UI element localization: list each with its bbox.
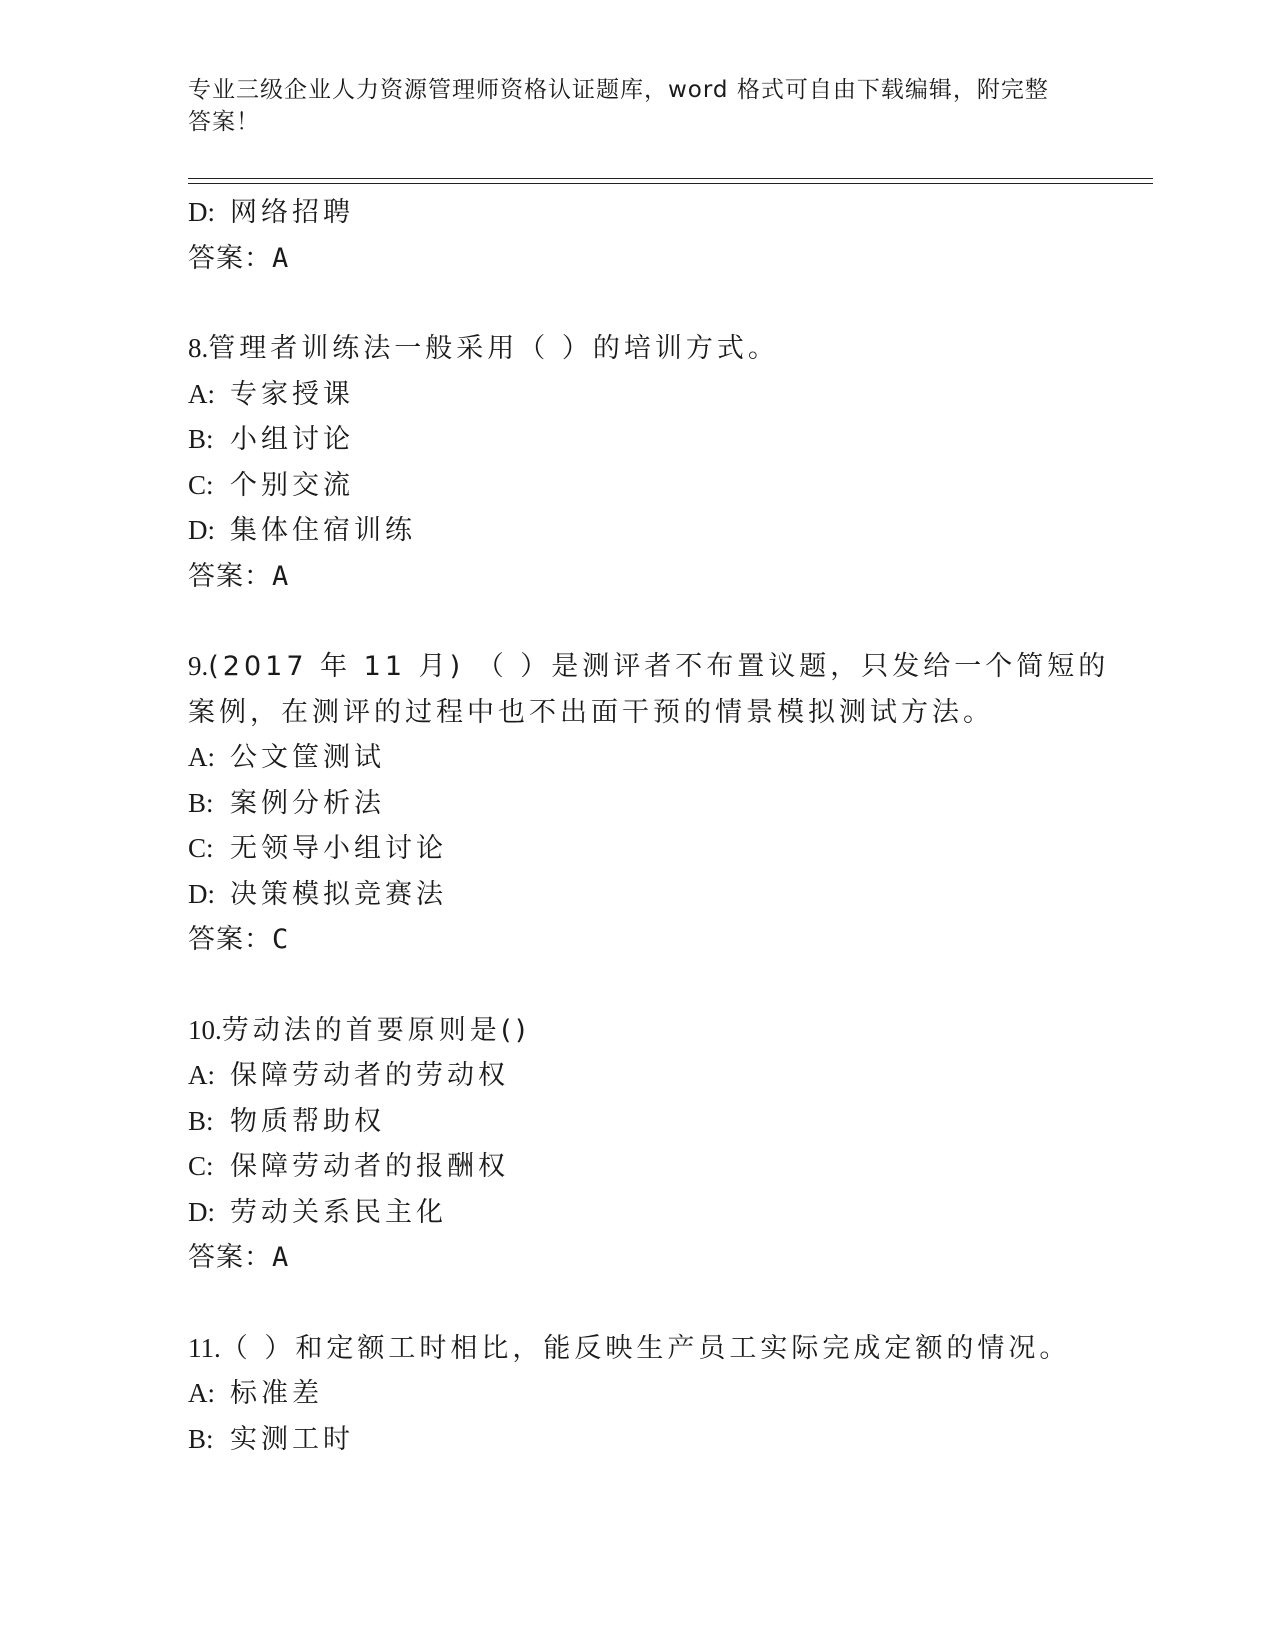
option-label: C: bbox=[188, 1151, 214, 1181]
question-text: 劳动法的首要原则是() bbox=[221, 1014, 530, 1046]
question-number: 11. bbox=[188, 1332, 221, 1363]
option-text: 决策模拟竞赛法 bbox=[230, 878, 447, 910]
question-9-stem-line-1 bbox=[188, 644, 1110, 690]
option-text: 无领导小组讨论 bbox=[230, 833, 447, 864]
header-divider-top bbox=[188, 178, 1153, 179]
option-text: 实测工时 bbox=[230, 1423, 354, 1455]
question-text: 管理者训练法一般采用（ ）的培训方式。 bbox=[208, 333, 779, 364]
answer-value: A bbox=[272, 560, 290, 592]
answer-value: A bbox=[272, 242, 290, 274]
option-a bbox=[188, 735, 1088, 781]
question-list bbox=[188, 190, 1110, 1462]
option-text: 劳动关系民主化 bbox=[230, 1196, 447, 1228]
question-number: 9. bbox=[188, 651, 209, 681]
header-line-1: 专业三级企业人力资源管理师资格认证题库，word 格式可自由下载编辑，附完整 bbox=[188, 77, 1049, 103]
question-9-stem-line-2 bbox=[188, 690, 1088, 736]
answer-label: 答案： bbox=[188, 1242, 272, 1273]
option-c bbox=[188, 826, 1088, 872]
question-text: 案例，在测评的过程中也不出面干预的情景模拟测试方法。 bbox=[188, 696, 994, 728]
option-b bbox=[188, 417, 1088, 463]
option-label: A: bbox=[188, 1060, 215, 1090]
option-label: D: bbox=[188, 515, 215, 545]
option-b bbox=[188, 1099, 1088, 1145]
option-label: A: bbox=[188, 1378, 215, 1408]
question-number: 8. bbox=[188, 333, 209, 363]
question-text: (2017 年 11 月) （ ）是测评者不布置议题，只发给一个简短的 bbox=[208, 651, 1110, 682]
option-text: 物质帮助权 bbox=[230, 1105, 385, 1137]
answer-label: 答案： bbox=[188, 924, 272, 955]
option-label: A: bbox=[188, 742, 215, 772]
option-text: 保障劳动者的劳动权 bbox=[230, 1060, 509, 1091]
option-text: 个别交流 bbox=[230, 469, 354, 501]
option-text: 小组讨论 bbox=[230, 424, 354, 455]
option-label: C: bbox=[188, 833, 214, 863]
answer-label: 答案： bbox=[188, 242, 272, 274]
option-label: B: bbox=[188, 787, 214, 818]
option-label: B: bbox=[188, 424, 214, 454]
answer-line bbox=[188, 236, 1088, 282]
answer-line bbox=[188, 1235, 1088, 1281]
option-c bbox=[188, 463, 1088, 509]
option-d bbox=[188, 508, 1088, 554]
option-d bbox=[188, 872, 1088, 918]
option-text: 集体住宿训练 bbox=[230, 515, 416, 546]
answer-line bbox=[188, 554, 1088, 600]
document-header bbox=[188, 74, 1068, 138]
option-label: D: bbox=[188, 1196, 215, 1227]
option-d bbox=[188, 190, 1088, 236]
question-10-stem bbox=[188, 1008, 1088, 1054]
option-text: 保障劳动者的报酬权 bbox=[230, 1151, 509, 1182]
option-text: 网络招聘 bbox=[230, 197, 354, 228]
option-a bbox=[188, 372, 1088, 418]
option-label: C: bbox=[188, 469, 214, 500]
option-label: D: bbox=[188, 878, 215, 909]
option-label: A: bbox=[188, 378, 215, 409]
option-c bbox=[188, 1144, 1088, 1190]
option-a bbox=[188, 1053, 1088, 1099]
option-label: D: bbox=[188, 197, 215, 227]
option-a bbox=[188, 1371, 1088, 1417]
answer-line bbox=[188, 917, 1088, 963]
header-divider-bottom bbox=[188, 183, 1153, 184]
question-8-stem bbox=[188, 326, 1088, 372]
question-number: 10. bbox=[188, 1014, 222, 1045]
option-text: 标准差 bbox=[230, 1378, 323, 1409]
answer-label: 答案： bbox=[188, 560, 272, 592]
option-text: 公文筐测试 bbox=[230, 742, 385, 773]
option-label: B: bbox=[188, 1423, 214, 1454]
option-label: B: bbox=[188, 1105, 214, 1136]
option-b bbox=[188, 1417, 1088, 1463]
header-line-2: 答案！ bbox=[188, 109, 260, 135]
answer-value: C bbox=[272, 924, 290, 955]
option-b bbox=[188, 781, 1088, 827]
option-d bbox=[188, 1190, 1088, 1236]
question-11-stem bbox=[188, 1326, 1088, 1372]
answer-value: A bbox=[272, 1242, 290, 1273]
question-text: （ ）和定额工时相比，能反映生产员工实际完成定额的情况。 bbox=[220, 1332, 1071, 1364]
option-text: 案例分析法 bbox=[230, 787, 385, 819]
option-text: 专家授课 bbox=[230, 378, 354, 410]
